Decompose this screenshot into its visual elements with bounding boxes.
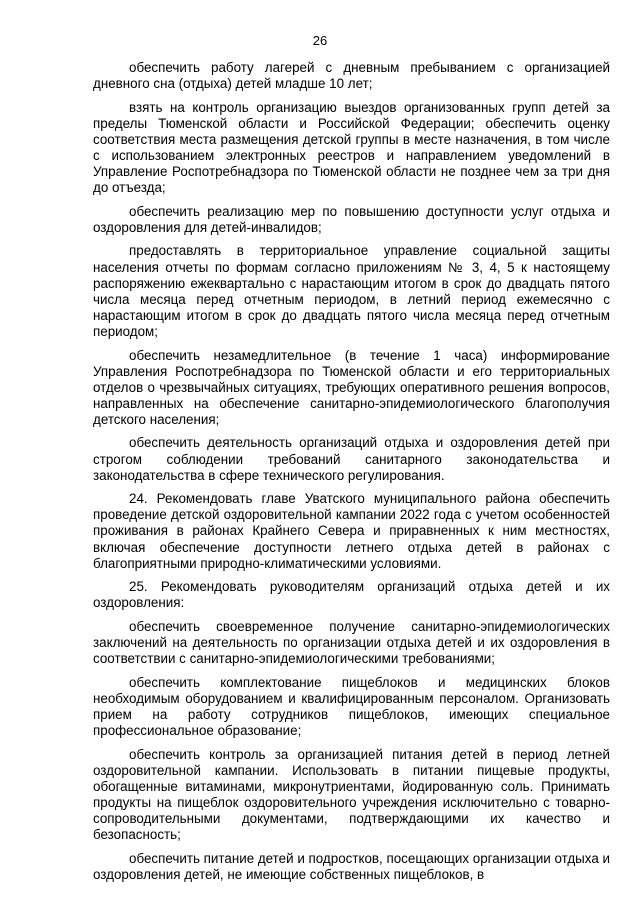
paragraph-item-25: 25. Рекомендовать руководителям организаций отдыха детей и их оздоровления: (93, 579, 610, 611)
paragraph-item-24: 24. Рекомендовать главе Уватского муниципального района обеспечить проведение детской оздоровительной кампании 2022 года с учетом особенностей проживания в районах Крайнего Севера и приравненных к ним местностях, включая обеспечение доступности летнего отдыха детей в районах с благоприятными природно-климатическими условиями. (93, 491, 610, 571)
paragraph-sanitary-conclusions: обеспечить своевременное получение санитарно-эпидемиологических заключений на деятельность по организации отдыха детей и их оздоровления в соответствии с санитарно-эпидемиологическими требованиями; (93, 618, 610, 667)
paragraph-disabled-children-access: обеспечить реализацию мер по повышению доступности услуг отдыха и оздоровления для детей-инвалидов; (93, 203, 610, 235)
paragraph-emergency-notification: обеспечить незамедлительное (в течение 1 часа) информирование Управления Роспотребнадзора по Тюменской области и его территориальных отделов о чрезвычайных ситуациях, требующих оперативного решения вопросов, направленных на обеспечение санитарно-эпидемиологического благополучия детского населения; (93, 347, 610, 427)
paragraph-legislation-compliance: обеспечить деятельность организаций отдыха и оздоровления детей при строгом соблюдении требований санитарного законодательства и законодательства в сфере технического регулирования. (93, 435, 610, 483)
paragraph-day-camps: обеспечить работу лагерей с дневным пребыванием с организацией дневного сна (отдыха) детей младше 10 лет; (93, 60, 610, 92)
paragraph-staffing: обеспечить комплектование пищеблоков и медицинских блоков необходимым оборудованием и квалифицированным персоналом. Организовать прием на работу сотрудников пищеблоков, имеющих специальное профессиональное образование; (93, 674, 610, 738)
paragraph-reports-submission: предоставлять в территориальное управление социальной защиты населения отчеты по формам согласно приложениям № 3, 4, 5 к настоящему распоряжению ежеквартально с нарастающим итогом в срок до двадцать пятого числа месяца перед отчетным периодом, в летний период ежемесячно с нарастающим итогом в срок до двадцать пятого числа месяца перед отчетным периодом; (93, 243, 610, 339)
document-body (93, 60, 610, 890)
paragraph-group-trips-control: взять на контроль организацию выездов организованных групп детей за пределы Тюменской области и Российской Федерации; обеспечить оценку соответствия места размещения детской группы в месте назначения, в том числе с использованием электронных реестров и направлением уведомлений в Управление Роспотребнадзора по Тюменской области не позднее чем за три дня до отъезда; (93, 99, 610, 196)
paragraph-meals-provision: обеспечить питание детей и подростков, посещающих организации отдыха и оздоровления детей, не имеющие собственных пищеблоков, в (93, 850, 610, 882)
paragraph-nutrition-control: обеспечить контроль за организацией питания детей в период летней оздоровительной кампании. Использовать в питании пищевые продукты, обогащенные витаминами, микронутриентами, йодированную соль. Принимать продукты на пищеблок оздоровительного учреждения исключительно с товарно-сопроводительными документами, подтверждающими их качество и безопасность; (93, 746, 610, 843)
page-number: 26 (312, 33, 328, 48)
